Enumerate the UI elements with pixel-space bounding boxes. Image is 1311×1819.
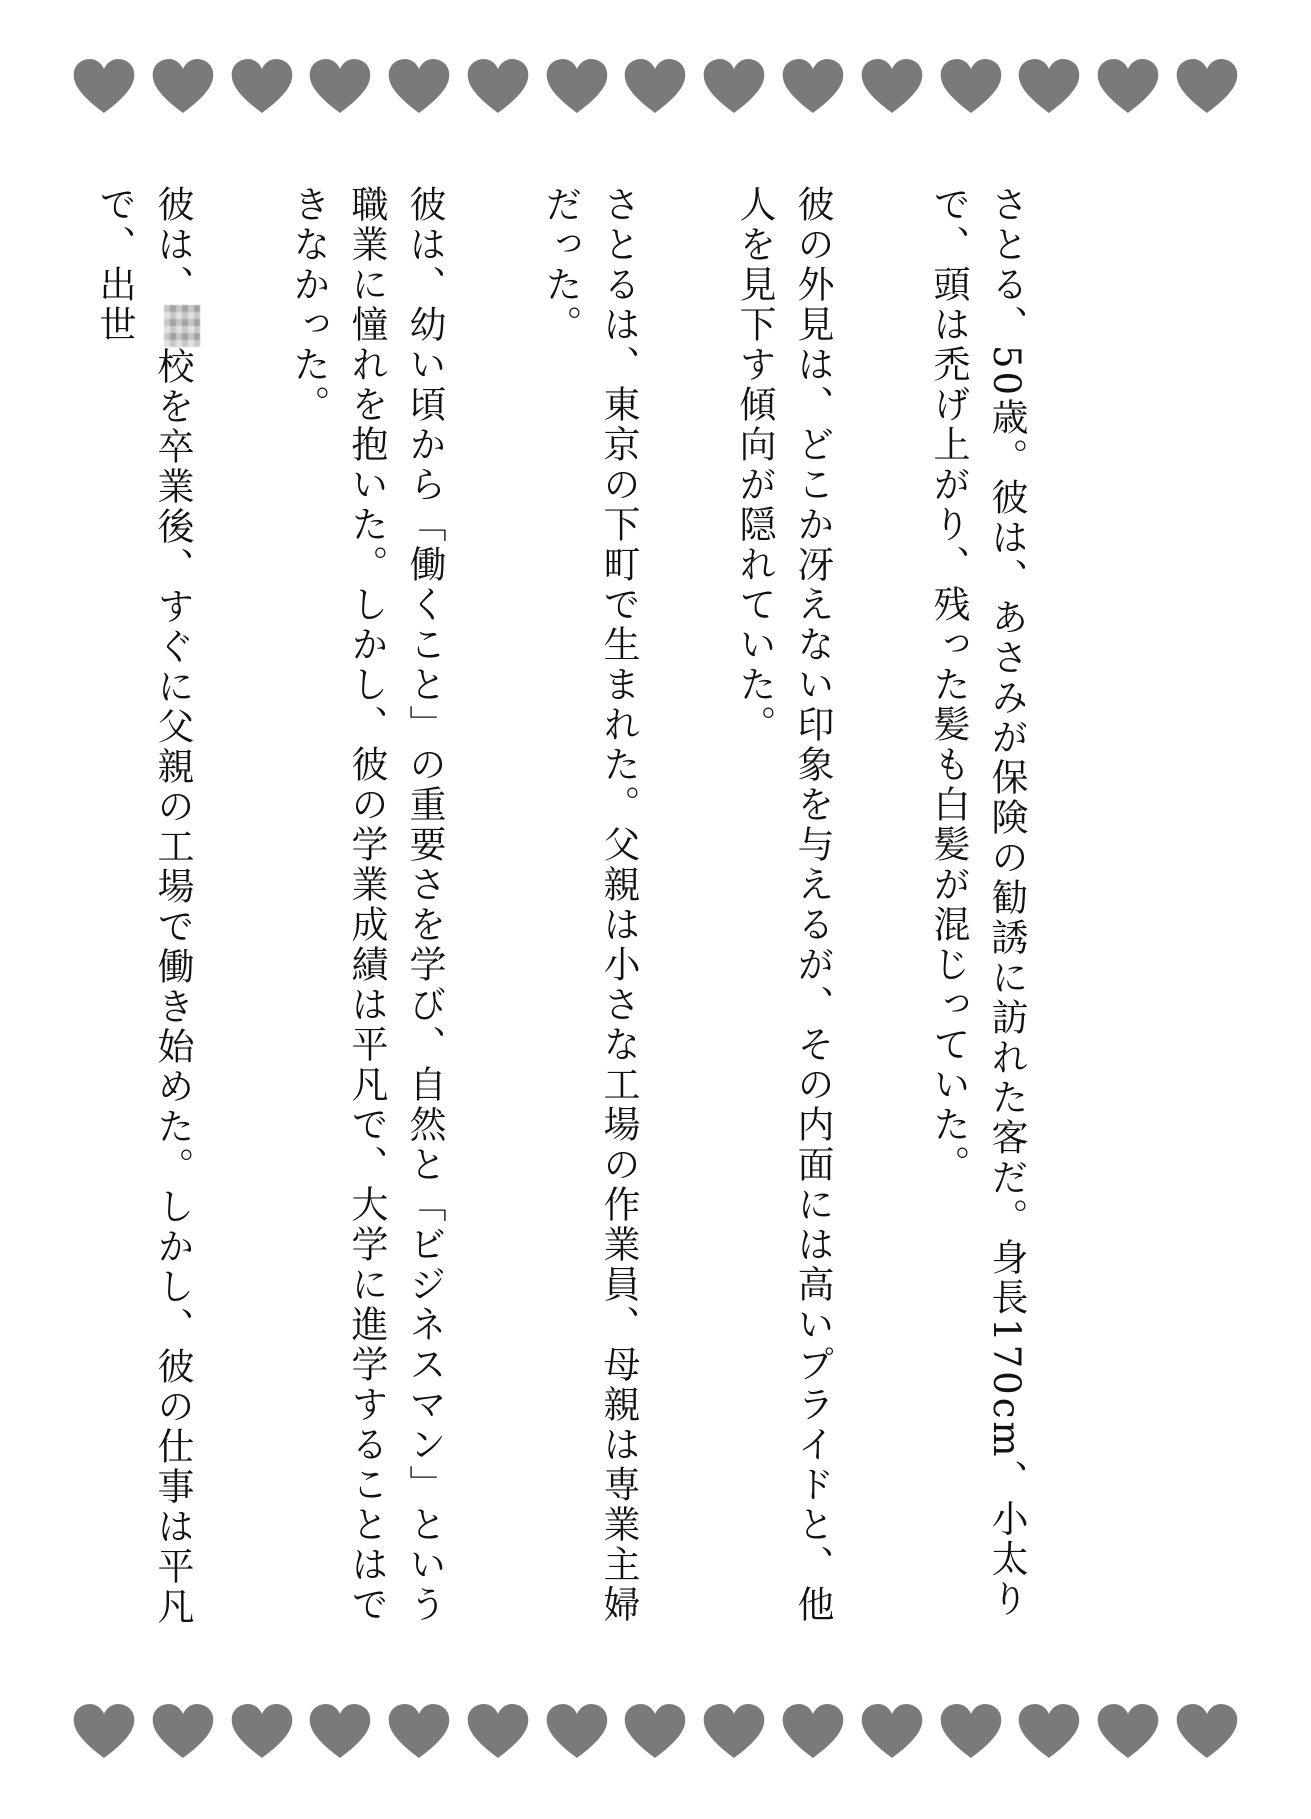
heart-icon [230,58,294,116]
heart-icon [387,1703,451,1761]
heart-icon [466,58,530,116]
heart-icon [151,1703,215,1761]
heart-icon [1096,1703,1160,1761]
paragraph-4: 彼は、幼い頃から「働くこと」の重要さを学び、自然と「ビジネスマン」という職業に憧れを抱いた。しかし、彼の学業成績は平凡で、大学に進学することはできなかった。 [287,185,446,1625]
heart-icon [860,58,924,116]
paragraph-1: さとる、50歳。彼は、あさみが保険の勧誘に訪れた客だ。身長170cm、小太りで、頭は禿げ上がり、残った髪も白髪が混じっていた。 [927,185,1028,1620]
heart-icon [623,1703,687,1761]
heart-icon [623,58,687,116]
heart-icon [860,1703,924,1761]
paragraph-2: 彼の外見は、どこか冴えない印象を与えるが、その内面には高いプライドと、他人を見下す傾向が隠れていた。 [733,185,834,1625]
heart-icon [545,1703,609,1761]
heart-icon [545,58,609,116]
top-heart-border [72,52,1239,122]
heart-icon [151,58,215,116]
heart-icon [702,1703,766,1761]
heart-icon [466,1703,530,1761]
heart-icon [939,1703,1003,1761]
vertical-text-body [93,185,1035,1645]
heart-icon [230,1703,294,1761]
paragraph-5-after: 校を卒業後、すぐに父親の工場で働き始めた。しかし、彼の仕事は平凡で、出世 [93,185,194,1627]
heart-icon [781,58,845,116]
paragraph-3: さとるは、東京の下町で生まれた。父親は小さな工場の作業員、母親は専業主婦だった。 [539,185,640,1625]
paragraph-5 [85,185,201,1645]
paragraph-5-before: 彼は、 [151,185,194,305]
heart-icon [1096,58,1160,116]
heart-icon [308,58,372,116]
heart-icon [387,58,451,116]
heart-icon [781,1703,845,1761]
heart-icon [702,58,766,116]
heart-icon [1017,58,1081,116]
heart-icon [939,58,1003,116]
heart-icon [1017,1703,1081,1761]
heart-icon [308,1703,372,1761]
heart-icon [1175,1703,1239,1761]
heart-icon [1175,58,1239,116]
mosaic-redaction-icon [164,305,200,347]
bottom-heart-border [72,1697,1239,1767]
heart-icon [72,1703,136,1761]
heart-icon [72,58,136,116]
